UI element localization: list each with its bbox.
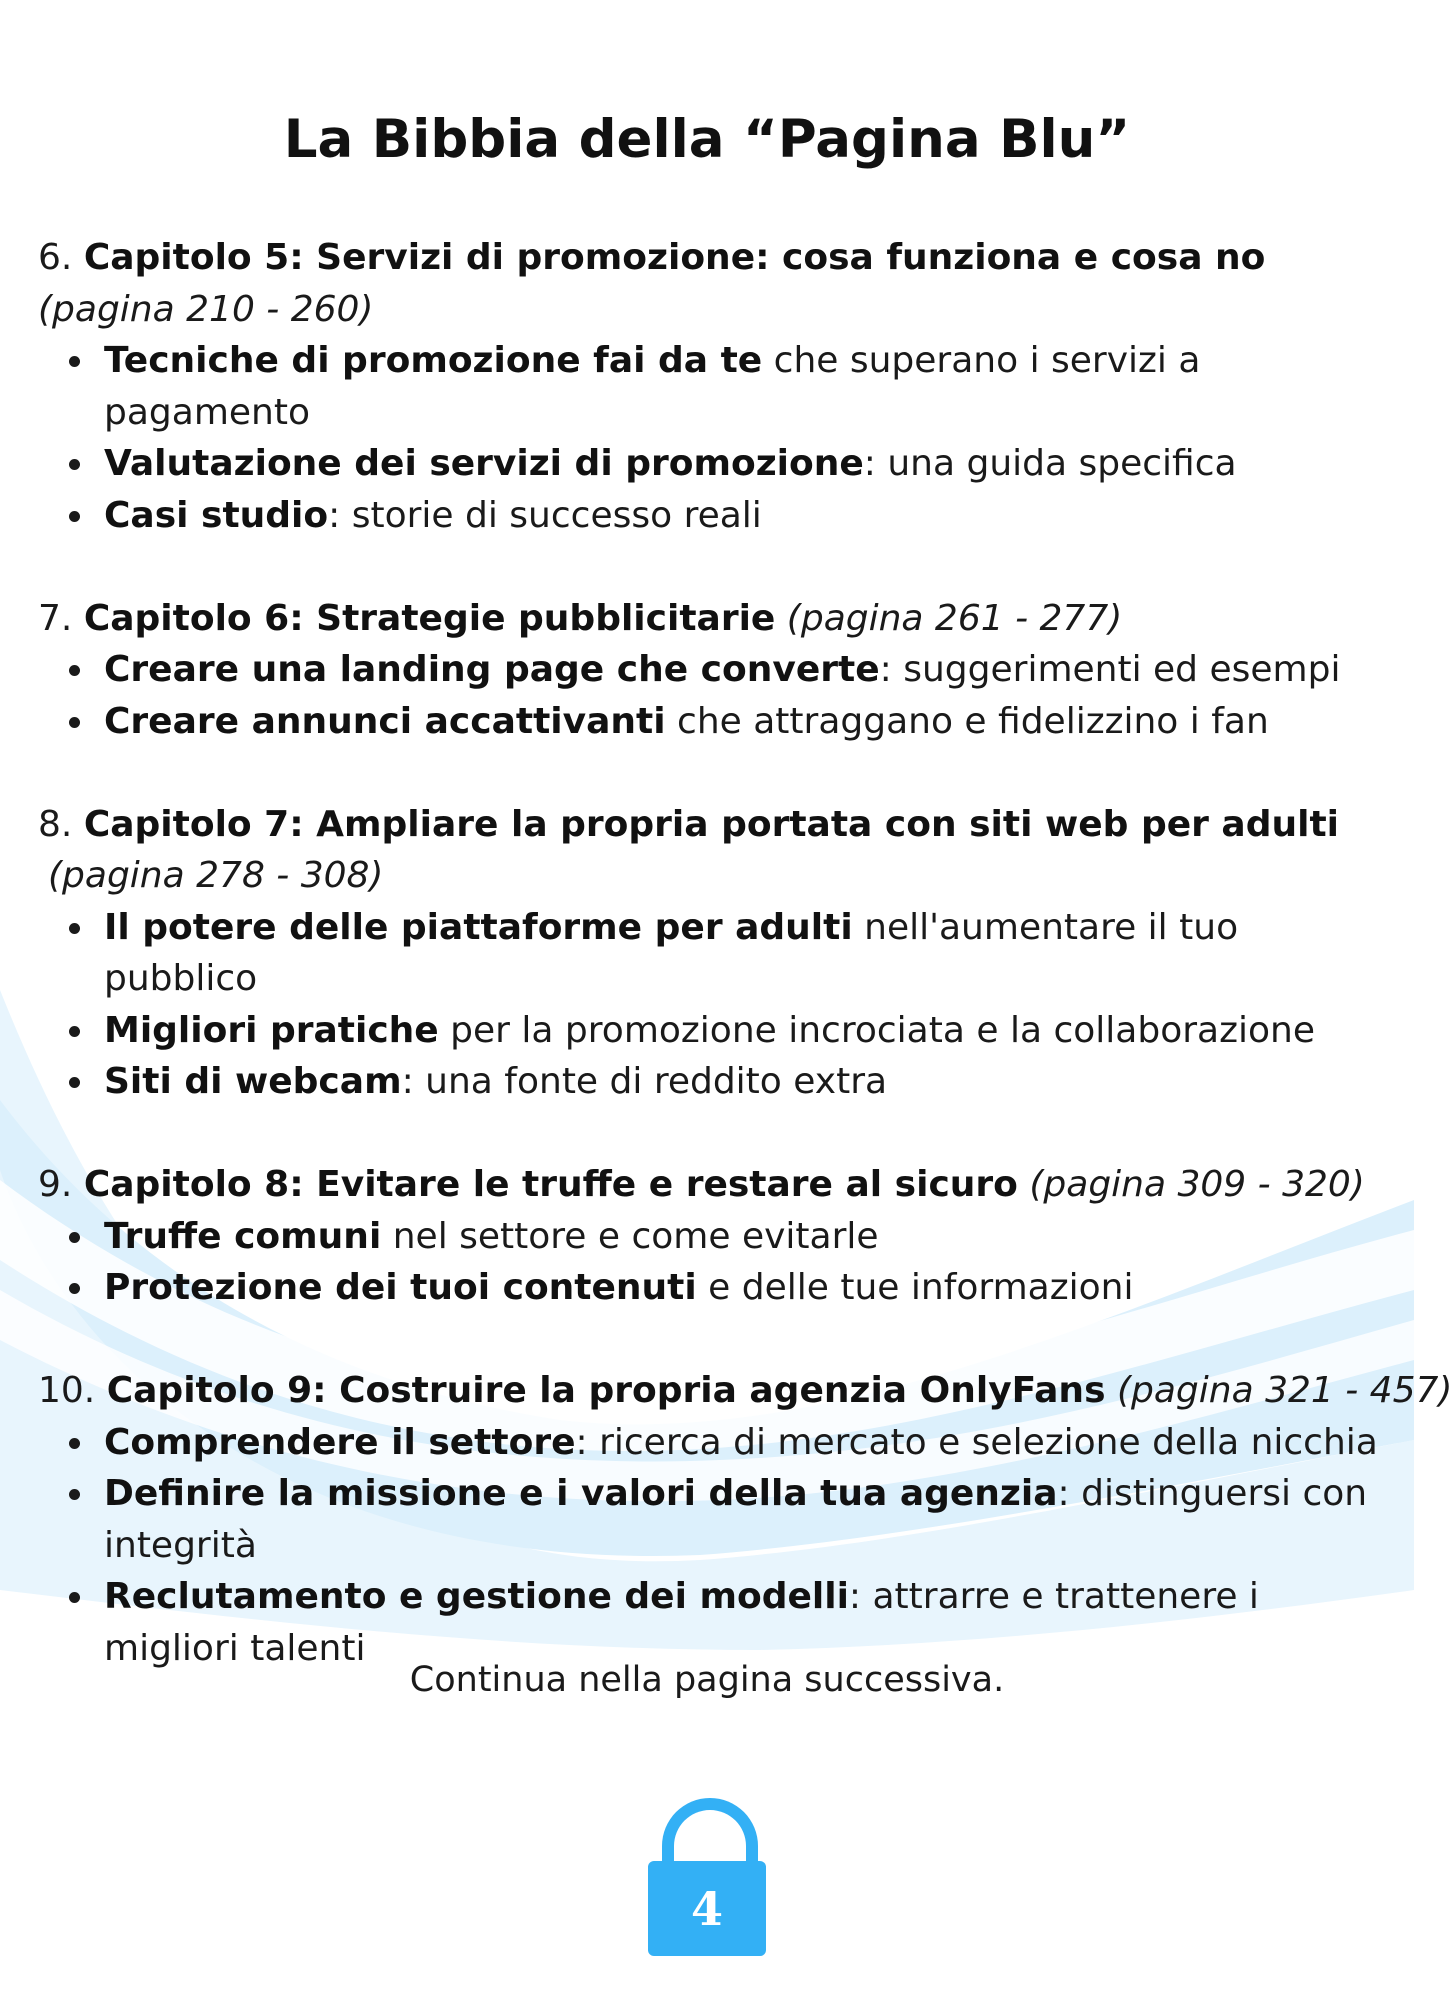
bullet-list: [38, 902, 1378, 1108]
bullet-icon: [69, 1283, 80, 1294]
chapter-pages: (pagina 210 - 260): [38, 288, 374, 330]
bullet-list: [38, 335, 1378, 541]
bullet-bold: Comprendere il settore: [104, 1421, 576, 1463]
chapter-title: Capitolo 9: Costruire la propria agenzia OnlyFans: [106, 1370, 1106, 1411]
list-item: [38, 1417, 1378, 1469]
chapter-title: Capitolo 8: Evitare le truffe e restare al sicuro: [83, 1164, 1018, 1205]
bullet-bold: Truffe comuni: [104, 1215, 382, 1257]
bullet-text: : ricerca di mercato e selezione della nicchia: [575, 1421, 1378, 1463]
bullet-text: : una fonte di reddito extra: [401, 1061, 888, 1102]
bullet-icon: [69, 511, 80, 522]
bullet-icon: [69, 1592, 80, 1603]
chapter-pages: (pagina 278 - 308): [48, 855, 384, 896]
chapter-number: 6.: [38, 237, 73, 278]
page-number-badge: [648, 1798, 766, 1956]
bullet-text: nel settore e come evitarle: [381, 1215, 879, 1257]
bullet-text: : distinguersi con integrità: [104, 1473, 1368, 1566]
bullet-bold: Il potere delle piattaforme per adulti: [104, 906, 853, 948]
list-item: [38, 902, 1378, 1005]
chapter-heading: [38, 1365, 1452, 1417]
bullet-bold: Definire la missione e i valori della tua agenzia: [104, 1473, 1058, 1514]
chapter-list: [38, 232, 1452, 1726]
bullet-text: : attrarre e trattenere i migliori talenti: [104, 1576, 1259, 1669]
continue-note: Continua nella pagina successiva.: [409, 1660, 1005, 1700]
chapter-number: 7.: [38, 597, 73, 639]
chapter-pages: (pagina 309 - 320): [1029, 1164, 1365, 1205]
bullet-bold: Valutazione dei servizi di promozione: [104, 443, 864, 484]
chapter-pages: (pagina 261 - 277): [786, 597, 1123, 639]
bullet-bold: Protezione dei tuoi contenuti: [104, 1267, 697, 1308]
list-item: [38, 1211, 1378, 1263]
list-item: [38, 696, 1378, 748]
list-item: [38, 335, 1378, 438]
bullet-bold: Siti di webcam: [104, 1061, 402, 1102]
bullet-icon: [69, 356, 80, 367]
bullet-icon: [69, 1077, 80, 1088]
chapter-heading: [38, 799, 1378, 851]
chapter-heading: [38, 593, 1378, 645]
bullet-list: [38, 644, 1378, 747]
list-item: [38, 1262, 1378, 1314]
chapter-item: [38, 232, 1378, 541]
chapter-number: 10.: [38, 1370, 96, 1411]
bullet-bold: Creare annunci accattivanti: [104, 700, 666, 742]
chapter-heading: [38, 232, 1378, 284]
list-item: [38, 438, 1378, 490]
bullet-bold: Creare una landing page che converte: [104, 649, 880, 690]
bullet-text: per la promozione incrociata e la collaborazione: [438, 1009, 1315, 1051]
chapter-title: Capitolo 5: Servizi di promozione: cosa funziona e cosa no: [83, 237, 1266, 278]
bullet-icon: [69, 1026, 80, 1037]
bullet-text: : suggerimenti ed esempi: [879, 649, 1341, 690]
chapter-item: [38, 1159, 1378, 1314]
list-item: [38, 490, 1378, 542]
bullet-icon: [69, 717, 80, 728]
chapter-number: 8.: [38, 803, 73, 845]
bullet-icon: [69, 923, 80, 934]
bullet-icon: [69, 665, 80, 676]
bullet-text: : storie di successo reali: [328, 494, 762, 536]
bullet-bold: Migliori pratiche: [104, 1009, 439, 1051]
bullet-list: [38, 1211, 1378, 1314]
chapter-title: Capitolo 6: Strategie pubblicitarie: [83, 597, 776, 639]
bullet-bold: Casi studio: [104, 494, 329, 536]
list-item: [38, 1005, 1378, 1057]
bullet-text: : una guida specifica: [863, 443, 1237, 484]
page-number: 4: [690, 1881, 723, 1936]
chapter-item: [38, 1365, 1452, 1674]
list-item: [38, 1056, 1378, 1108]
bullet-icon: [69, 459, 80, 470]
chapter-pages: (pagina 321 - 457): [1116, 1370, 1452, 1411]
page-title: La Bibbia della “Pagina Blu”: [283, 109, 1131, 170]
bullet-list: [38, 1417, 1378, 1675]
chapter-number: 9.: [38, 1164, 73, 1205]
bullet-text: nell'aumentare il tuo pubblico: [104, 906, 1239, 999]
chapter-item: [38, 593, 1378, 748]
bullet-icon: [69, 1232, 80, 1243]
bullet-bold: Tecniche di promozione fai da te: [104, 340, 763, 381]
lock-body: [648, 1861, 766, 1956]
chapter-heading: [38, 1159, 1378, 1211]
bullet-text: che superano i servizi a pagamento: [104, 340, 1201, 433]
list-item: [38, 1468, 1378, 1571]
bullet-text: e delle tue informazioni: [696, 1267, 1134, 1308]
bullet-text: che attraggano e fidelizzino i fan: [665, 700, 1269, 742]
bullet-icon: [69, 1489, 80, 1500]
bullet-icon: [69, 1438, 80, 1449]
list-item: [38, 644, 1378, 696]
chapter-item: [38, 799, 1378, 1108]
chapter-title: Capitolo 7: Ampliare la propria portata con siti web per adulti: [83, 803, 1339, 845]
bullet-bold: Reclutamento e gestione dei modelli: [104, 1576, 849, 1617]
